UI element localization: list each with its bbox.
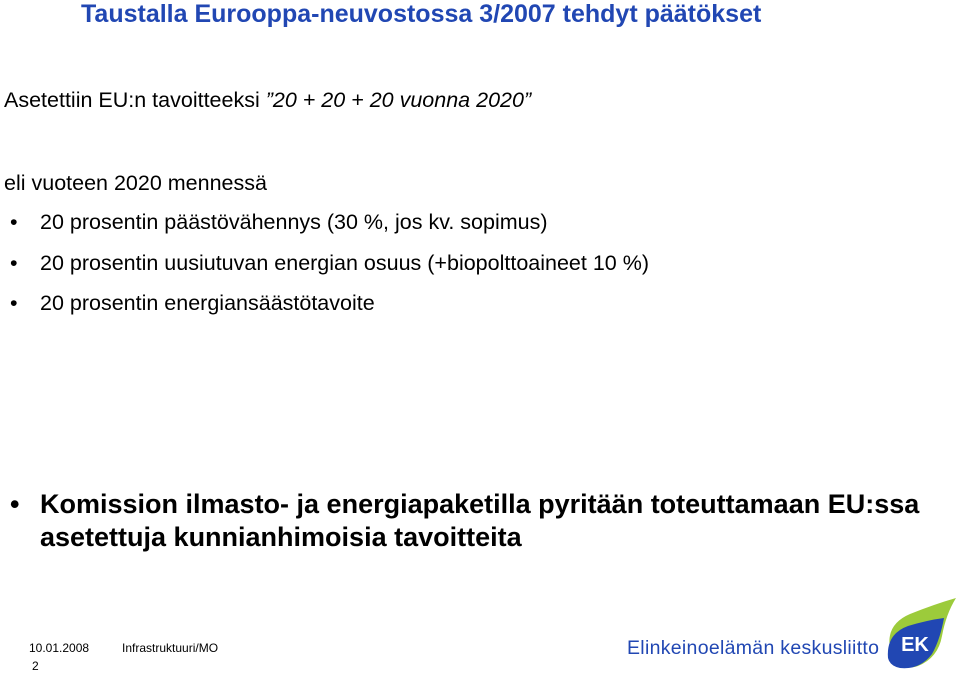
logo-text: EK bbox=[901, 634, 929, 656]
goal-quote: ”20 + 20 + 20 vuonna 2020” bbox=[265, 88, 532, 112]
bullet-dot: • bbox=[10, 291, 18, 315]
bullet-text: 20 prosentin päästövähennys (30 %, jos kv. sopimus) bbox=[40, 210, 548, 234]
goal-line bbox=[4, 88, 531, 113]
slide-title: Taustalla Eurooppa-neuvostossa 3/2007 tehdyt päätökset bbox=[81, 0, 762, 28]
highlight-text: Komission ilmasto- ja energiapaketilla pyritään toteuttamaan EU:ssa asetettuja kunnianhimoisia tavoitteita bbox=[40, 489, 920, 552]
intro-line: eli vuoteen 2020 mennessä bbox=[4, 171, 267, 195]
ek-logo-icon bbox=[880, 596, 958, 672]
footer-department: Infrastruktuuri/MO bbox=[122, 641, 219, 655]
bullet-dot: • bbox=[10, 210, 18, 234]
goal-prefix: Asetettiin EU:n tavoitteeksi bbox=[4, 88, 266, 112]
bullet-dot: • bbox=[10, 489, 20, 519]
bullet-text: 20 prosentin energiansäästötavoite bbox=[40, 291, 375, 315]
organization-name: Elinkeinoelämän keskusliitto bbox=[627, 637, 880, 659]
bullet-dot: • bbox=[10, 251, 18, 275]
footer-date: 10.01.2008 bbox=[29, 641, 90, 655]
page-number: 2 bbox=[32, 659, 39, 673]
bullet-text: 20 prosentin uusiutuvan energian osuus (+biopolttoaineet 10 %) bbox=[40, 251, 649, 275]
